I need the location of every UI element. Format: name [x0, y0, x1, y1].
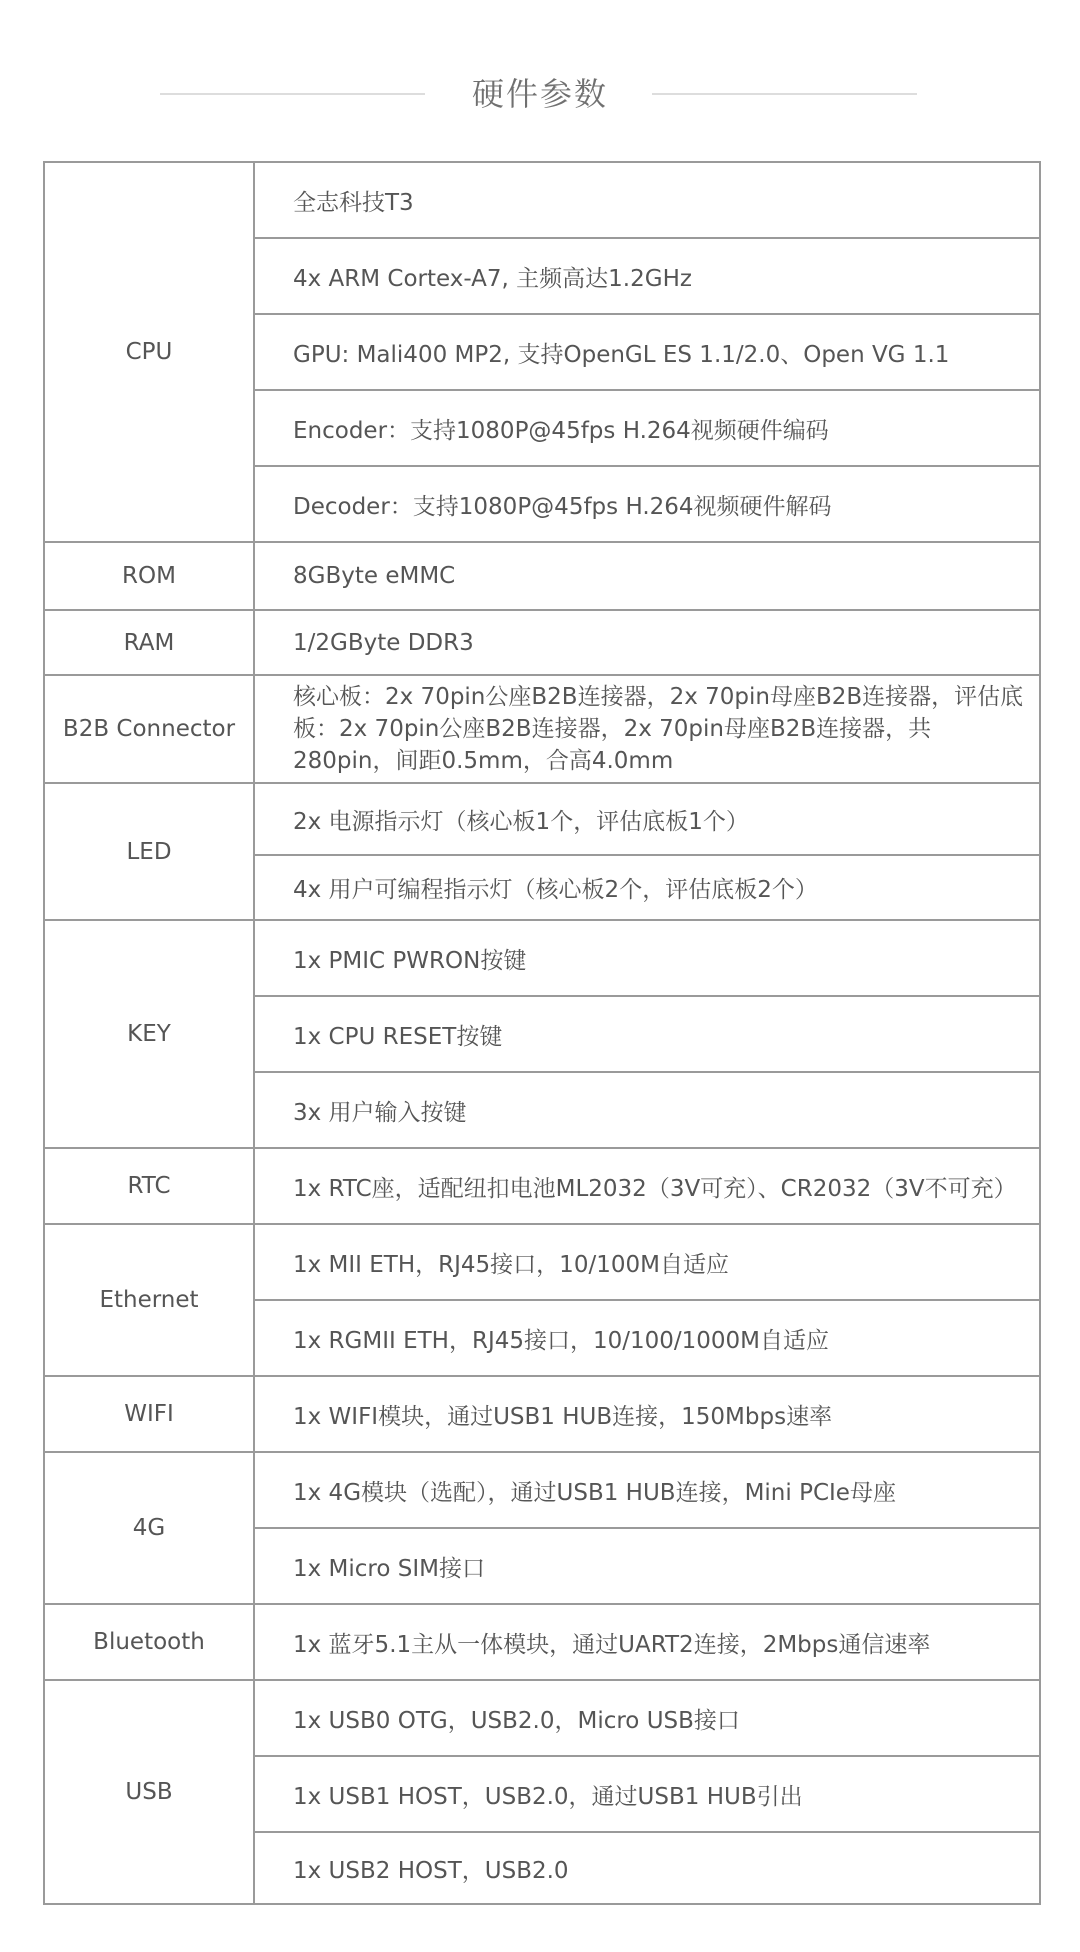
spec-category-usb: USB [44, 1680, 254, 1904]
spec-row-bluetooth [44, 1604, 1040, 1680]
spec-row-rom [44, 542, 1040, 610]
spec-value: 1x USB1 HOST，USB2.0，通过USB1 HUB引出 [254, 1756, 1040, 1832]
spec-category-4g: 4G [44, 1452, 254, 1604]
spec-value: 2x 电源指示灯（核心板1个，评估底板1个） [254, 783, 1040, 855]
spec-value: 全志科技T3 [254, 162, 1040, 238]
hardware-spec-table [43, 161, 1041, 1905]
spec-value: 1x RGMII ETH，RJ45接口，10/100/1000M自适应 [254, 1300, 1040, 1376]
spec-value: 1x WIFI模块，通过USB1 HUB连接，150Mbps速率 [254, 1376, 1040, 1452]
spec-value: 1/2GByte DDR3 [254, 610, 1040, 675]
spec-row-cpu [44, 162, 1040, 238]
spec-value: 1x RTC座，适配纽扣电池ML2032（3V可充）、CR2032（3V不可充） [254, 1148, 1040, 1224]
spec-row-key [44, 920, 1040, 996]
spec-category-wifi: WIFI [44, 1376, 254, 1452]
spec-value: 核心板：2x 70pin公座B2B连接器，2x 70pin母座B2B连接器，评估底板：2x 70pin公座B2B连接器，2x 70pin母座B2B连接器，共280pin，间距0.5mm，合高4.0mm [254, 675, 1040, 783]
spec-row-usb [44, 1680, 1040, 1756]
spec-category-key: KEY [44, 920, 254, 1148]
spec-category-cpu: CPU [44, 162, 254, 542]
spec-value: 1x USB2 HOST，USB2.0 [254, 1832, 1040, 1904]
spec-value: 4x ARM Cortex-A7, 主频高达1.2GHz [254, 238, 1040, 314]
section-header [0, 66, 1080, 122]
spec-row-led [44, 783, 1040, 855]
spec-category-ethernet: Ethernet [44, 1224, 254, 1376]
spec-value: 3x 用户输入按键 [254, 1072, 1040, 1148]
spec-value: GPU: Mali400 MP2, 支持OpenGL ES 1.1/2.0、Open VG 1.1 [254, 314, 1040, 390]
header-divider-right [652, 93, 917, 95]
spec-value: 1x CPU RESET按键 [254, 996, 1040, 1072]
spec-row-ram [44, 610, 1040, 675]
spec-row-wifi [44, 1376, 1040, 1452]
spec-value: Encoder：支持1080P@45fps H.264视频硬件编码 [254, 390, 1040, 466]
spec-value: 1x MII ETH，RJ45接口，10/100M自适应 [254, 1224, 1040, 1300]
spec-category-bluetooth: Bluetooth [44, 1604, 254, 1680]
spec-value: 1x 4G模块（选配），通过USB1 HUB连接，Mini PCIe母座 [254, 1452, 1040, 1528]
spec-value: 8GByte eMMC [254, 542, 1040, 610]
section-title: 硬件参数 [471, 75, 608, 113]
spec-value: 1x USB0 OTG，USB2.0，Micro USB接口 [254, 1680, 1040, 1756]
spec-category-rom: ROM [44, 542, 254, 610]
spec-category-ram: RAM [44, 610, 254, 675]
spec-row-ethernet [44, 1224, 1040, 1300]
spec-value: 1x Micro SIM接口 [254, 1528, 1040, 1604]
spec-row-4g [44, 1452, 1040, 1528]
spec-value: 1x 蓝牙5.1主从一体模块，通过UART2连接，2Mbps通信速率 [254, 1604, 1040, 1680]
spec-value: Decoder：支持1080P@45fps H.264视频硬件解码 [254, 466, 1040, 542]
spec-value: 1x PMIC PWRON按键 [254, 920, 1040, 996]
spec-category-b2b-connector: B2B Connector [44, 675, 254, 783]
spec-row-b2b-connector [44, 675, 1040, 783]
spec-row-rtc [44, 1148, 1040, 1224]
spec-category-led: LED [44, 783, 254, 920]
spec-category-rtc: RTC [44, 1148, 254, 1224]
spec-value: 4x 用户可编程指示灯（核心板2个，评估底板2个） [254, 855, 1040, 920]
